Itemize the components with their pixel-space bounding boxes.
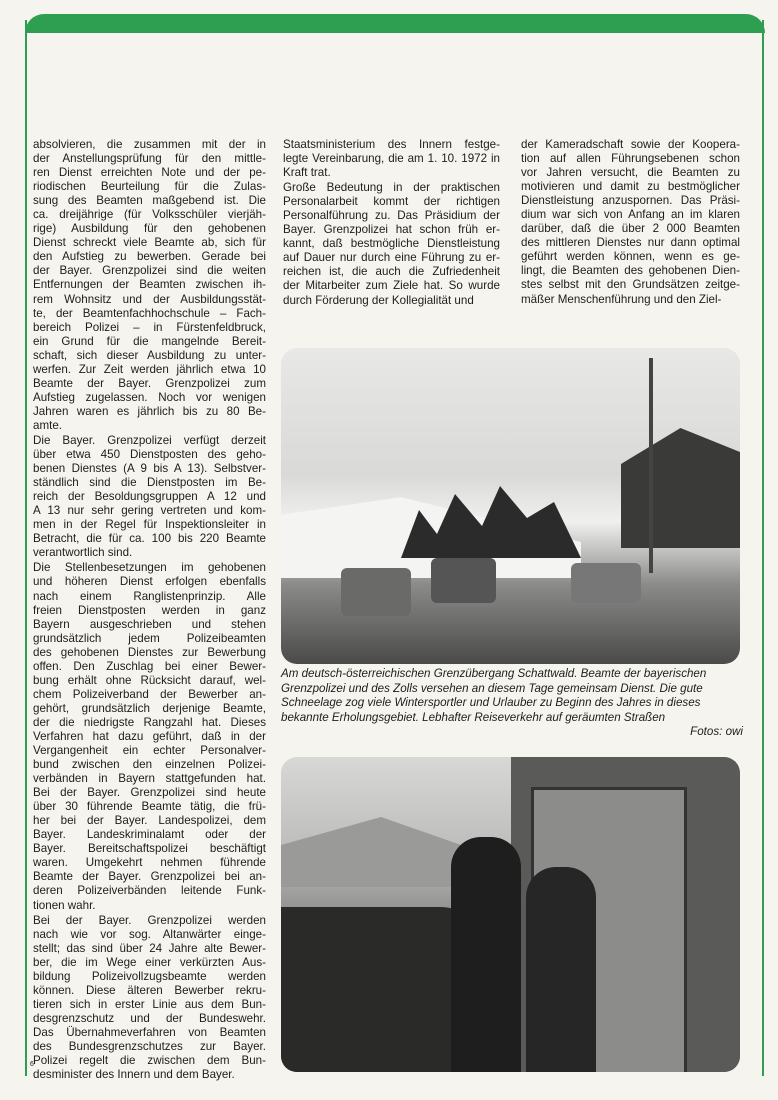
text-line: tionen wahr. [33,898,96,912]
text-column-1 [33,138,266,1082]
text-line: Vergangenheit ein echter Personalver- [33,744,266,758]
text-line: Personalführung zu. Das Präsidium der [283,209,500,223]
text-column-3 [521,138,740,307]
paragraph [283,181,500,307]
text-line: Betracht, die für ca. 100 bis 220 Beamte [33,532,266,546]
text-line: desminister des Innern und dem Bayer. [33,1068,235,1082]
text-line: dium war sich von Anfang an im klaren [521,208,740,222]
text-line: Kraft trat. [283,166,331,180]
text-line: sung des Beamten maßgebend ist. Die [33,194,266,208]
text-column-2 [283,138,500,308]
text-line: können. Diese älteren Bewerber rekru- [33,983,266,997]
text-line: der Anstellungsprüfung für den mittle- [33,152,266,166]
text-line: Bayer. Bereitschaftspolizei beschäftigt [33,842,266,856]
text-line: des Bundesgrenzschutzes zur Bayer. [33,1040,266,1053]
text-line: Verfahren hat dazu geführt, daß in der [33,729,266,743]
text-line: amte. [33,418,62,432]
text-line: Dienst schreckt viele Beamte ab, sich für [33,236,266,250]
text-line: her bei der Bayer. Landespolizei, dem [33,814,266,828]
text-line: reich der Besoldungsgruppen A 12 und [33,490,266,504]
text-line: Beamte der Bayer. Grenzpolizei zum [33,376,266,390]
green-frame-right [762,20,764,1076]
text-line: Bei der Bayer. Grenzpolizei sind heute [33,786,266,800]
text-line: mäßer Menschenführung und den Ziel- [521,292,722,306]
text-line: schaft, sich dieser Ausbildung zu unter- [33,348,266,362]
text-line: Aufstieg zugelassen. Noch vor wenigen [33,390,266,404]
text-line: Große Bedeutung in der praktischen [283,181,500,195]
green-frame-top [25,14,765,33]
text-line: nach einem Ranglistenprinzip. Alle [33,589,266,603]
paragraph [33,138,266,433]
text-line: reichen ist, die auch die Zufriedenheit [283,265,500,279]
text-line: geführt werden können, wenn es ge- [521,250,740,264]
text-line: legte Vereinbarung, die am 1. 10. 1972 in [283,152,500,166]
text-line: stes selbst mit den Grundsätzen zeitge- [521,278,740,292]
paragraph [33,561,266,912]
text-line: durch Förderung der Kollegialität und [283,293,474,307]
paragraph [283,138,500,180]
text-line: Die Stellenbesetzungen im gehobenen [33,561,266,575]
text-line: desgrenzschutz und der Bundeswehr. [33,1011,266,1025]
text-line: des mittleren Dienstes nur dann optimal [521,236,740,250]
photo-credit: Fotos: owi [690,725,743,739]
text-line: freien Dienstposten werden in ganz [33,603,266,617]
text-line: der Mitarbeiter zum Ziele hat. So wurde [283,279,500,293]
text-line: Polizei regelt die zwischen dem Bun- [33,1054,266,1068]
text-line: ein Grund für die mangelnde Bereit- [33,334,266,348]
text-line: stellt; das sind über 24 Jahre alte Bewer- [33,941,266,955]
paragraph [33,434,266,560]
paragraph [521,138,740,307]
text-line: Bayer. Landeskriminalamt oder der [33,828,266,842]
photo-officers-checking-car [281,757,740,1072]
text-line: der Kameradschaft sowie der Koopera- [521,138,740,151]
text-line: der die niedrigste Rangzahl hat. Dieses [33,715,266,729]
text-line: werfen. Zur Zeit werden jährlich etwa 10 [33,362,266,376]
text-line: tieren sich in erster Linie aus dem Bun- [33,997,266,1011]
text-line: motivieren und damit zu bestmöglicher [521,180,740,194]
text-line: Entfernungen der Beamten zwischen ih- [33,278,266,292]
paragraph [33,914,266,1083]
frame-inner-corner [27,33,762,63]
text-line: lingt, die Beamten des gehobenen Dien- [521,264,740,278]
text-line: darüber, daß die über 2 000 Beamten [521,222,740,236]
text-line: Die Bayer. Grenzpolizei verfügt derzeit [33,433,266,447]
text-line: und höheren Dienst erfolgen ebenfalls [33,575,266,589]
text-line: absolvieren, die zusammen mit der in [33,138,266,151]
text-line: offen. Den Zuschlag bei einer Bewer- [33,659,266,673]
text-line: verantwortlich sind. [33,546,133,560]
text-line: nach wie vor sog. Altanwärter einge- [33,927,266,941]
text-line: gehört, grundsätzlich derjenige Beamte, [33,701,266,715]
text-line: der Bayer. Grenzpolizei sind die weiten [33,264,266,278]
text-line: men in der Regel für Inspektionsleiter in [33,518,266,532]
text-line: Bayer. Grenzpolizei hat schon früh er- [283,223,500,237]
text-line: Beamte der Bayer. Grenzpolizei bei an- [33,870,266,884]
text-line: bereich Polizei – in Fürstenfeldbruck, [33,320,266,334]
text-line: ber, die im Wege einer verkürzten Aus- [33,955,266,969]
photo-caption [281,667,743,740]
green-frame-left [25,20,27,1076]
text-line: tion auf allen Führungsebenen schon [521,152,740,166]
text-line: bildung Polizeivollzugsbeamte werden [33,969,266,983]
text-line: benen Dienstes (A 9 bis A 13). Selbstver- [33,462,266,476]
text-line: ca. dreijährige (für Volksschüler vierjäh- [33,208,266,222]
text-line: rem Wohnsitz und der Ausbildungsstät- [33,292,266,306]
text-line: auf Dauer nur durch eine Führung zu er- [283,251,500,265]
text-line: riodischen Beurteilung für die Zulas- [33,180,266,194]
text-line: den Aufstieg zu bewerben. Gerade bei [33,250,266,264]
text-line: vor Jahren versucht, die Beamten zu [521,166,740,180]
text-line: kannt, daß bestmögliche Dienstleistung [283,237,500,251]
text-line: Jahren waren es jährlich bis zu 80 Be- [33,404,266,418]
text-line: des gehobenen Dienstes zur Bewerbung [33,645,266,659]
text-line: über etwa 450 Dienstposten des geho- [33,448,266,462]
text-line: deren Polizeiverbänden leitende Funk- [33,884,266,898]
text-line: rige) Ausbildung für den gehobenen [33,222,266,236]
text-line: Staatsministerium des Innern festge- [283,138,500,151]
text-line: A 13 nur sehr gering vertreten und kom- [33,504,266,518]
text-line: über 30 führende Beamte tätig, die frü- [33,800,266,814]
photo-border-crossing-snow [281,348,740,664]
text-line: Dienstleistung anzuspornen. Das Präsi- [521,194,740,208]
text-line: chem Polizeiverband der Bewerber an- [33,687,266,701]
page-number: 6 [30,1061,34,1068]
text-line: waren. Umgekehrt nehmen führende [33,856,266,870]
text-line: ren Dienst erreichten Note und der pe- [33,166,266,180]
text-line: ständlich sind die Dienstposten im Be- [33,476,266,490]
text-line: Personalarbeit kommt der richtigen [283,195,500,209]
text-line: bung erhält ohne Rücksicht darauf, wel- [33,673,266,687]
text-line: Bei der Bayer. Grenzpolizei werden [33,913,266,927]
text-line: grundsätzlich jedem Polizeibeamten [33,631,266,645]
text-line: verbänden in Bayern stattgefunden hat. [33,772,266,786]
text-line: Das Übernahmeverfahren von Beamten [33,1025,266,1039]
caption-text: Am deutsch-österreichischen Grenzübergang Schattwald. Beamte der bayerischen Grenzpolizei und des Zolls versehen an diesem Tage gemeinsam Dienst. Die gute Schneelage zog viele Wintersportler und Urlauber zu Beginn des Jahres in dieses bekannte Erholungsgebiet. Lebhafter Reiseverkehr auf geräumten Straßen [281,667,707,724]
text-line: te, der Beamtenfachhochschule – Fach- [33,306,266,320]
text-line: bund zwischen den einzelnen Polizei- [33,758,266,772]
text-line: Bayern ausgeschrieben und stehen [33,617,266,631]
